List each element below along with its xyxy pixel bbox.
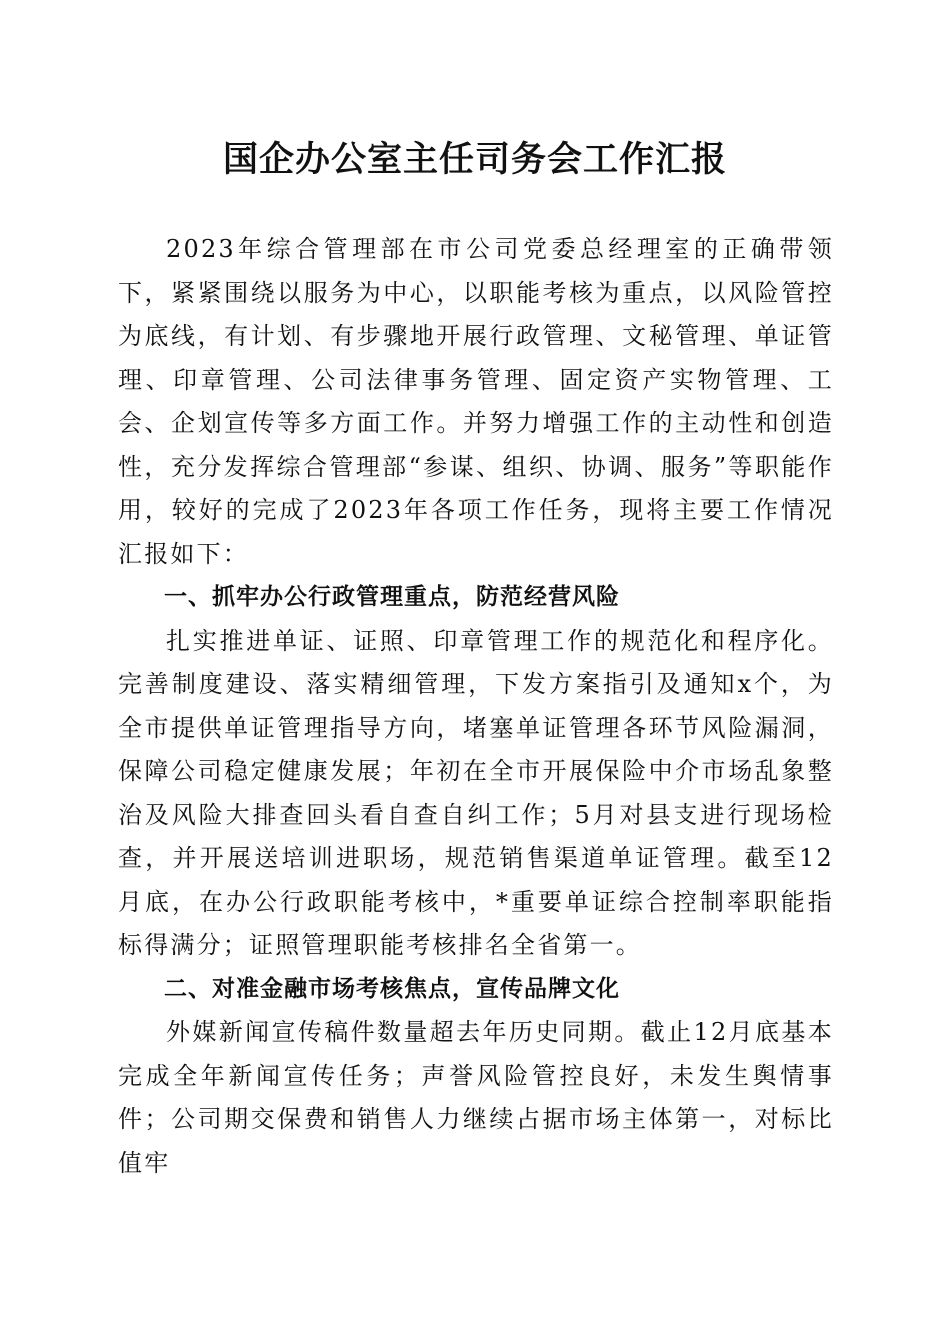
section-heading-2: 二、对准金融市场考核焦点，宣传品牌文化 bbox=[164, 975, 620, 1002]
section-paragraph-2: 外媒新闻宣传稿件数量超去年历史同期。截止12月底基本完成全年新闻宣传任务；声誉风险管控良好，未发生舆情事件；公司期交保费和销售人力继续占据市场主体第一，对标比值牢 bbox=[118, 1018, 834, 1177]
document-title: 国企办公室主任司务会工作汇报 bbox=[222, 139, 727, 180]
section-paragraph-1: 扎实推进单证、证照、印章管理工作的规范化和程序化。完善制度建设、落实精细管理，下发方案指引及通知x个，为全市提供单证管理指导方向，堵塞单证管理各环节风险漏洞，保障公司稳定健康发展；年初在全市开展保险中介市场乱象整治及风险大排查回头看自查自纠工作；5月对县支进行现场检查，并开展送培训进职场，规范销售渠道单证管理。截至12月底，在办公行政职能考核中，*重要单证综合控制率职能指标得满分；证照管理职能考核排名全省第一。 bbox=[118, 626, 834, 959]
intro-paragraph: 2023年综合管理部在市公司党委总经理室的正确带领下，紧紧围绕以服务为中心，以职能考核为重点，以风险管控为底线，有计划、有步骤地开展行政管理、文秘管理、单证管理、印章管理、公司法律事务管理、固定资产实物管理、工会、企划宣传等多方面工作。并努力增强工作的主动性和创造性，充分发挥综合管理部“参谋、组织、协调、服务”等职能作用，较好的完成了2023年各项工作任务，现将主要工作情况汇报如下： bbox=[118, 235, 834, 568]
document-body bbox=[118, 228, 834, 1185]
section-heading-1: 一、抓牢办公行政管理重点，防范经营风险 bbox=[164, 584, 620, 610]
